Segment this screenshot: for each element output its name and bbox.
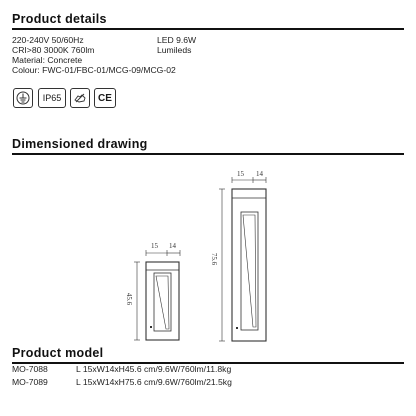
small-bollard [134,250,180,340]
model-row [12,377,232,387]
large-bollard [219,177,266,341]
model-code: MO-7089 [12,377,48,387]
model-desc: L 15xW14xH45.6 cm/9.6W/760lm/11.8kg [76,364,232,374]
small-depth-label: 14 [169,242,176,250]
spec-led-brand: Lumileds [157,45,192,55]
large-width-label: 15 [237,170,244,178]
small-height-label: 45.6 [125,292,133,306]
large-depth-label: 14 [256,170,263,178]
product-details-heading: Product details [12,12,107,26]
ce-mark-label: CE [98,92,112,104]
model-row [12,364,231,374]
small-width-label: 15 [151,242,158,250]
spec-material: Material: Concrete [12,55,83,65]
dimensioned-drawing-heading: Dimensioned drawing [12,137,148,151]
large-height-label: 75.6 [210,252,218,266]
model-code: MO-7088 [12,364,48,374]
product-model-heading: Product model [12,346,104,360]
model-desc: L 15xW14xH75.6 cm/9.6W/760lm/21.5kg [76,377,232,387]
spec-colour: Colour: FWC-01/FBC-01/MCG-09/MCG-02 [12,65,176,75]
ip-rating-label: IP65 [42,93,62,103]
spec-cri: CRI>80 3000K 760lm [12,45,95,55]
spec-led: LED 9.6W [157,35,197,45]
spec-voltage: 220-240V 50/60Hz [12,35,84,45]
